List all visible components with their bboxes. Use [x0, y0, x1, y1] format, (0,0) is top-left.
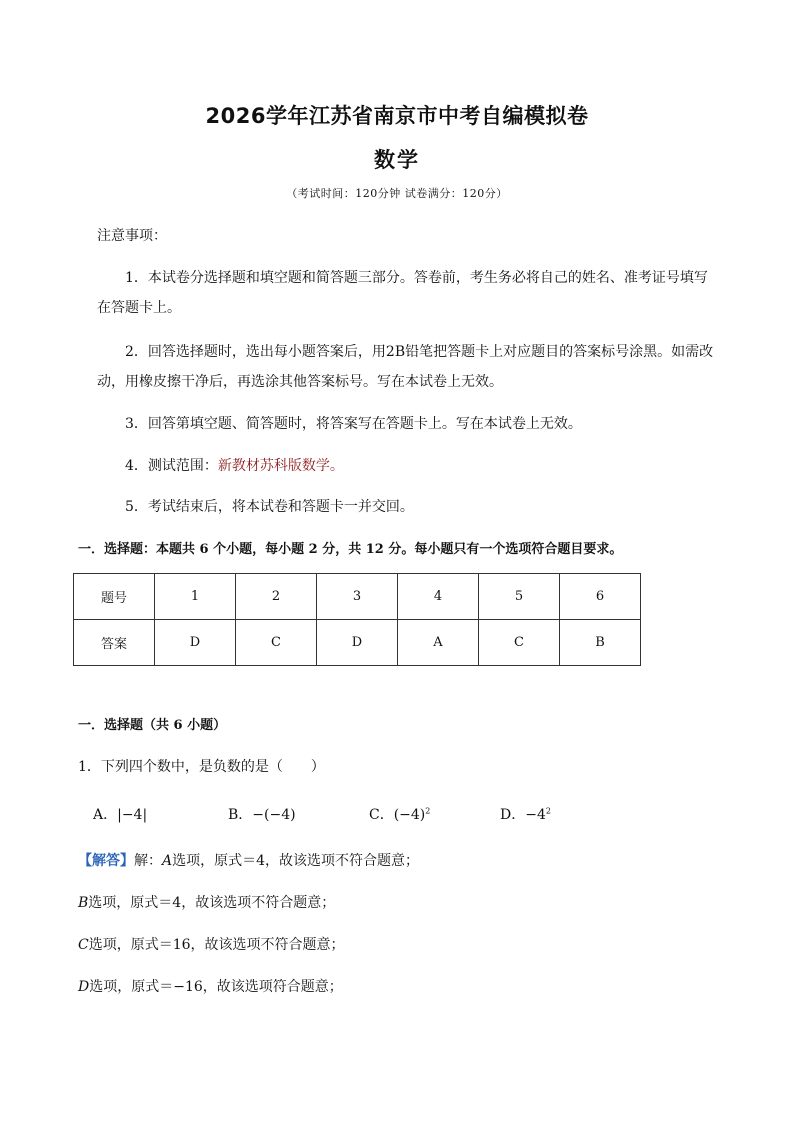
exam-info: （考试时间：120分钟 试卷满分：120分）	[286, 187, 508, 200]
option-var: B	[78, 895, 89, 911]
note-item-5: 5．考试结束后，将本试卷和答题卡一并交回。	[125, 499, 414, 515]
answer-table	[73, 573, 641, 666]
note-item-4-prefix: 4．测试范围：	[125, 458, 218, 474]
option-var: C	[78, 937, 89, 953]
option-c-base: C．(−4)	[369, 807, 426, 823]
answer-table-row-numbers	[74, 574, 641, 620]
test-scope: 新教材苏科版数学。	[217, 458, 344, 474]
table-cell: B	[560, 620, 641, 666]
option-d-exponent: 2	[545, 806, 551, 816]
table-cell: 1	[155, 574, 236, 620]
note-item-3: 3．回答第填空题、简答题时，将答案写在答题卡上。写在本试卷上无效。	[125, 416, 582, 432]
table-cell: 题号	[74, 574, 155, 620]
option-c-exponent: 2	[425, 806, 431, 816]
option-d	[500, 804, 551, 824]
solution-text: 选项，原式＝−16，故该选项符合题意；	[89, 979, 343, 995]
table-cell: C	[236, 620, 317, 666]
note-item-4	[97, 451, 721, 481]
solution-line-3	[78, 934, 345, 954]
exam-title: 2026学年江苏省南京市中考自编模拟卷	[205, 104, 589, 128]
solution-line-1	[78, 850, 419, 870]
exam-subject: 数学	[374, 148, 420, 172]
option-var: D	[78, 979, 90, 995]
solution-text: 选项，原式＝4，故该选项不符合题意；	[172, 853, 420, 869]
table-cell: D	[317, 620, 398, 666]
table-cell: A	[398, 620, 479, 666]
option-d-base: D．−4	[500, 807, 546, 823]
table-cell: 6	[560, 574, 641, 620]
table-cell: 4	[398, 574, 479, 620]
option-var: A	[162, 853, 173, 869]
notes-title: 注意事项：	[97, 228, 167, 244]
table-cell: 2	[236, 574, 317, 620]
option-b: B．−(−4)	[228, 807, 296, 823]
solution-prefix: 解：	[134, 853, 162, 869]
answer-table-row-answers	[74, 620, 641, 666]
solution-text: 选项，原式＝4，故该选项不符合题意；	[88, 895, 336, 911]
solution-text: 选项，原式＝16，故该选项不符合题意；	[88, 937, 345, 953]
table-cell: 答案	[74, 620, 155, 666]
question-1-stem: 1．下列四个数中，是负数的是（ ）	[78, 759, 325, 775]
option-a: A．|−4|	[93, 807, 148, 823]
solution-line-2	[78, 892, 335, 912]
table-cell: 3	[317, 574, 398, 620]
section2-heading: 一．选择题（共 6 小题）	[78, 718, 227, 733]
section1-heading: 一．选择题：本题共 6 个小题，每小题 2 分，共 12 分。每小题只有一个选项符合题目要求。	[78, 542, 623, 557]
option-c	[369, 804, 430, 824]
table-cell: C	[479, 620, 560, 666]
solution-line-4	[78, 976, 343, 996]
note-item-2: 2．回答选择题时，选出每小题答案后，用2B铅笔把答题卡上对应题目的答案标号涂黑。如需改动，用橡皮擦干净后，再选涂其他答案标号。写在本试卷上无效。	[97, 344, 714, 390]
table-cell: 5	[479, 574, 560, 620]
note-item-1: 1．本试卷分选择题和填空题和简答题三部分。答卷前，考生务必将自己的姓名、准考证号填写在答题卡上。	[97, 270, 708, 316]
solution-tag: 【解答】	[78, 853, 134, 869]
table-cell: D	[155, 620, 236, 666]
